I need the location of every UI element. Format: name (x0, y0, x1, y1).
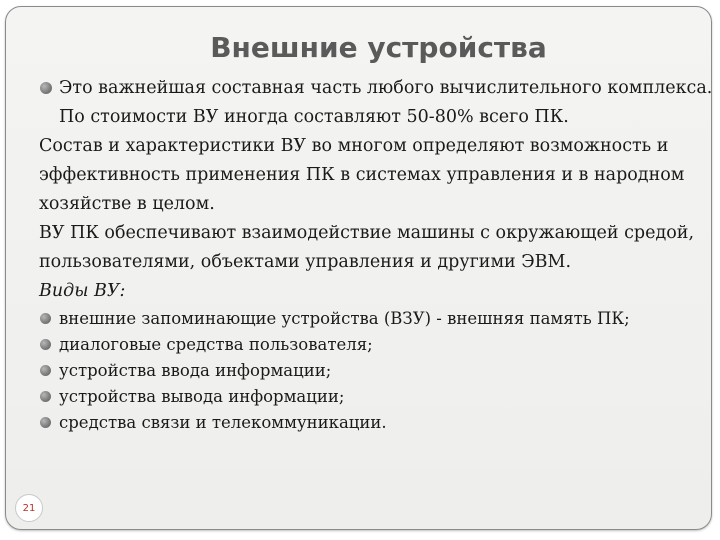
slide-title: Внешние устройства (210, 31, 547, 64)
types-heading: Виды ВУ: (39, 281, 126, 301)
bullet-icon (40, 82, 52, 94)
list-item-text: устройства ввода информации; (59, 361, 332, 380)
list-item (39, 384, 719, 410)
bullet-icon (40, 365, 51, 376)
page-number-badge: 21 (15, 494, 43, 522)
list-item-text: внешние запоминающие устройства (ВЗУ) - внешняя память ПК; (59, 309, 630, 328)
slide-frame (5, 6, 712, 530)
list-item-text: устройства вывода информации; (59, 387, 345, 406)
list-item (39, 306, 719, 332)
types-list (39, 306, 719, 436)
intro-bullet-item (39, 74, 719, 132)
bullet-icon (40, 391, 51, 402)
list-item (39, 358, 719, 384)
list-item (39, 332, 719, 358)
bullet-icon (40, 417, 51, 428)
bullet-icon (40, 339, 51, 350)
list-item-text: диалоговые средства пользователя; (59, 335, 373, 354)
list-item-text: средства связи и телекоммуникации. (59, 413, 387, 432)
paragraph-interaction: ВУ ПК обеспечивают взаимодействие машины с окружающей средой, пользователями, объектами управления и другими ЭВМ. (39, 223, 695, 272)
paragraph-characteristics: Состав и характеристики ВУ во многом определяют возможность и эффективность применения ПК в системах управления и в народном хозяйстве в целом. (39, 136, 685, 214)
bullet-icon (40, 313, 51, 324)
list-item (39, 410, 719, 436)
intro-bullet-text: Это важнейшая составная часть любого вычислительного комплекса. По стоимости ВУ иногда составляют 50-80% всего ПК. (59, 78, 713, 127)
slide-content (39, 74, 719, 436)
